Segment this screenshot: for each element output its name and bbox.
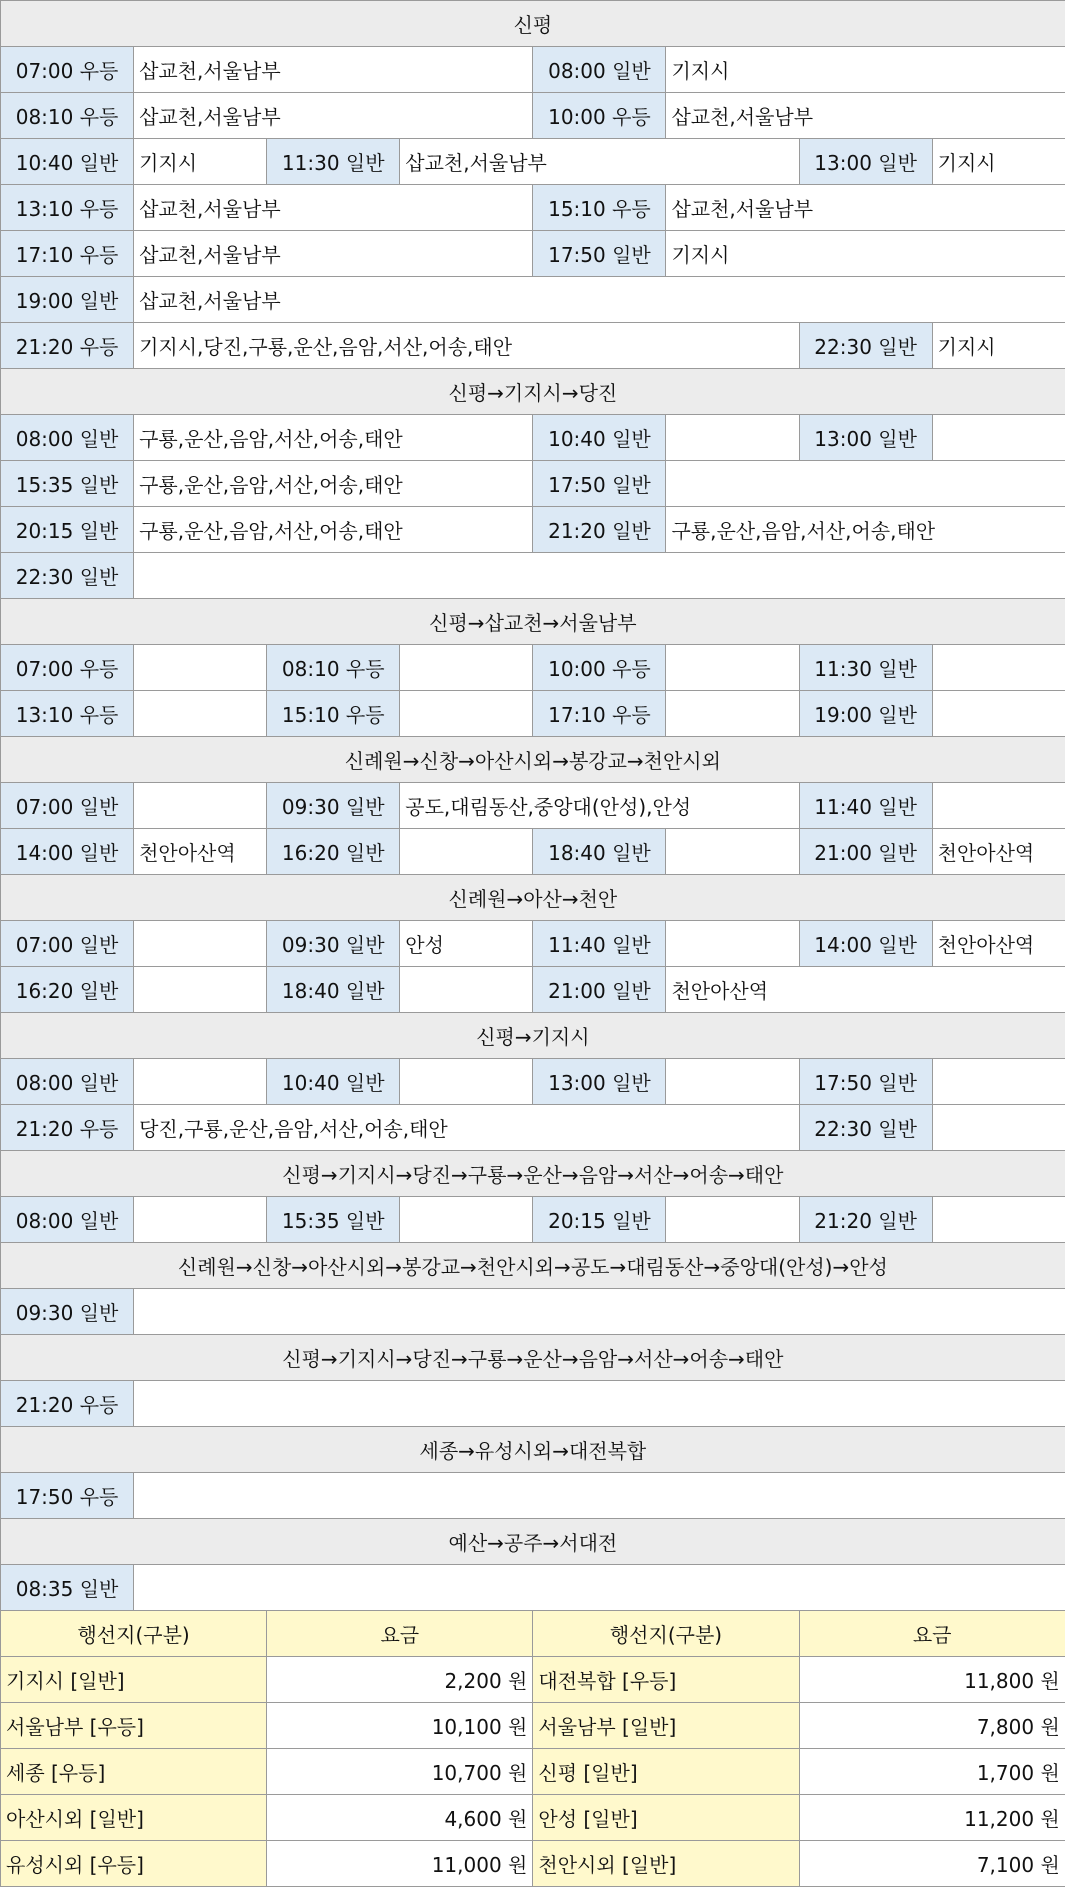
via-stops: 삽교천,서울남부: [134, 93, 533, 139]
section-title: 신평→기지시→당진: [1, 369, 1065, 415]
schedule-row: [1, 553, 1065, 599]
departure-time: 13:00 일반: [799, 139, 932, 185]
fare-destination-header: 행선지(구분): [533, 1611, 799, 1657]
via-stops: [134, 1565, 1065, 1611]
fare-destination: 대전복합 [우등]: [533, 1657, 799, 1703]
via-stops: [134, 1197, 267, 1243]
via-stops: 안성: [400, 921, 533, 967]
via-stops: 구룡,운산,음암,서산,어송,태안: [134, 507, 533, 553]
departure-time: 13:10 우등: [1, 691, 134, 737]
via-stops: [932, 1197, 1065, 1243]
schedule-row: [1, 231, 1065, 277]
schedule-row: [1, 139, 1065, 185]
departure-time: 07:00 우등: [1, 47, 134, 93]
via-stops: [666, 691, 799, 737]
departure-time: 21:00 일반: [799, 829, 932, 875]
fare-destination-header: 행선지(구분): [1, 1611, 267, 1657]
section-title: 신평: [1, 1, 1065, 47]
fare-destination: 기지시 [일반]: [1, 1657, 267, 1703]
via-stops: [134, 1381, 1065, 1427]
via-stops: 기지시: [134, 139, 267, 185]
via-stops: [932, 645, 1065, 691]
schedule-row: [1, 1197, 1065, 1243]
via-stops: 구룡,운산,음암,서산,어송,태안: [134, 461, 533, 507]
via-stops: [932, 783, 1065, 829]
departure-time: 13:00 일반: [799, 415, 932, 461]
via-stops: [134, 921, 267, 967]
schedule-row: [1, 93, 1065, 139]
departure-time: 13:10 우등: [1, 185, 134, 231]
departure-time: 17:10 우등: [533, 691, 666, 737]
section-title: 신평→기지시→당진→구룡→운산→음암→서산→어송→태안: [1, 1335, 1065, 1381]
via-stops: 삽교천,서울남부: [666, 185, 1065, 231]
via-stops: [134, 1289, 1065, 1335]
via-stops: 삽교천,서울남부: [134, 185, 533, 231]
via-stops: 삽교천,서울남부: [666, 93, 1065, 139]
departure-time: 08:10 우등: [267, 645, 400, 691]
departure-time: 21:20 일반: [533, 507, 666, 553]
section-title: 신평→기지시→당진→구룡→운산→음암→서산→어송→태안: [1, 1151, 1065, 1197]
departure-time: 21:00 일반: [533, 967, 666, 1013]
section-title: 예산→공주→서대전: [1, 1519, 1065, 1565]
departure-time: 17:10 우등: [1, 231, 134, 277]
via-stops: 삽교천,서울남부: [134, 277, 1065, 323]
schedule-row: [1, 277, 1065, 323]
fare-destination: 신평 [일반]: [533, 1749, 799, 1795]
schedule-row: [1, 967, 1065, 1013]
departure-time: 20:15 일반: [1, 507, 134, 553]
departure-time: 20:15 일반: [533, 1197, 666, 1243]
departure-time: 09:30 일반: [1, 1289, 134, 1335]
via-stops: [134, 783, 267, 829]
departure-time: 08:00 일반: [533, 47, 666, 93]
departure-time: 10:40 일반: [267, 1059, 400, 1105]
departure-time: 13:00 일반: [533, 1059, 666, 1105]
via-stops: 삽교천,서울남부: [134, 231, 533, 277]
departure-time: 21:20 우등: [1, 1381, 134, 1427]
section-header-row: [1, 737, 1065, 783]
fare-destination: 유성시외 [우등]: [1, 1841, 267, 1887]
departure-time: 11:30 일반: [799, 645, 932, 691]
departure-time: 21:20 우등: [1, 1105, 134, 1151]
section-header-row: [1, 1335, 1065, 1381]
schedule-row: [1, 47, 1065, 93]
section-title: 신례원→신창→아산시외→봉강교→천안시외→공도→대림동산→중앙대(안성)→안성: [1, 1243, 1065, 1289]
section-header-row: [1, 1151, 1065, 1197]
schedule-row: [1, 323, 1065, 369]
via-stops: 천안아산역: [134, 829, 267, 875]
via-stops: [666, 829, 799, 875]
fare-header-row: [1, 1611, 1065, 1657]
section-header-row: [1, 1519, 1065, 1565]
via-stops: 천안아산역: [666, 967, 1065, 1013]
departure-time: 18:40 일반: [267, 967, 400, 1013]
section-title: 신례원→아산→천안: [1, 875, 1065, 921]
via-stops: 당진,구룡,운산,음암,서산,어송,태안: [134, 1105, 799, 1151]
schedule-row: [1, 1473, 1065, 1519]
fare-price: 10,100 원: [267, 1703, 533, 1749]
via-stops: 기지시: [932, 139, 1065, 185]
via-stops: [666, 461, 1065, 507]
schedule-row: [1, 645, 1065, 691]
via-stops: [666, 1197, 799, 1243]
via-stops: 삽교천,서울남부: [400, 139, 799, 185]
via-stops: [134, 1473, 1065, 1519]
section-title: 신례원→신창→아산시외→봉강교→천안시외: [1, 737, 1065, 783]
departure-time: 11:30 일반: [267, 139, 400, 185]
via-stops: [400, 1197, 533, 1243]
via-stops: [932, 1059, 1065, 1105]
schedule-row: [1, 783, 1065, 829]
departure-time: 17:50 일반: [533, 231, 666, 277]
fare-price-header: 요금: [799, 1611, 1065, 1657]
departure-time: 15:10 우등: [267, 691, 400, 737]
departure-time: 17:50 일반: [799, 1059, 932, 1105]
departure-time: 17:50 일반: [533, 461, 666, 507]
departure-time: 07:00 우등: [1, 645, 134, 691]
via-stops: [134, 967, 267, 1013]
section-header-row: [1, 1427, 1065, 1473]
departure-time: 07:00 일반: [1, 921, 134, 967]
fare-price: 7,800 원: [799, 1703, 1065, 1749]
fare-destination: 서울남부 [우등]: [1, 1703, 267, 1749]
via-stops: 공도,대림동산,중앙대(안성),안성: [400, 783, 799, 829]
departure-time: 08:10 우등: [1, 93, 134, 139]
via-stops: 구룡,운산,음암,서산,어송,태안: [666, 507, 1065, 553]
schedule-row: [1, 1565, 1065, 1611]
section-header-row: [1, 599, 1065, 645]
via-stops: [400, 829, 533, 875]
fare-price: 2,200 원: [267, 1657, 533, 1703]
via-stops: 기지시: [932, 323, 1065, 369]
departure-time: 10:00 우등: [533, 645, 666, 691]
timetable-body: [1, 1, 1065, 1887]
via-stops: 구룡,운산,음암,서산,어송,태안: [134, 415, 533, 461]
fare-destination: 천안시외 [일반]: [533, 1841, 799, 1887]
via-stops: 기지시,당진,구룡,운산,음암,서산,어송,태안: [134, 323, 799, 369]
via-stops: [666, 1059, 799, 1105]
departure-time: 19:00 일반: [1, 277, 134, 323]
departure-time: 08:00 일반: [1, 415, 134, 461]
via-stops: [400, 691, 533, 737]
schedule-row: [1, 691, 1065, 737]
fare-row: [1, 1749, 1065, 1795]
departure-time: 08:00 일반: [1, 1197, 134, 1243]
via-stops: 삽교천,서울남부: [134, 47, 533, 93]
via-stops: [134, 691, 267, 737]
via-stops: [400, 1059, 533, 1105]
fare-price: 4,600 원: [267, 1795, 533, 1841]
departure-time: 07:00 일반: [1, 783, 134, 829]
fare-destination: 아산시외 [일반]: [1, 1795, 267, 1841]
schedule-row: [1, 1059, 1065, 1105]
fare-price-header: 요금: [267, 1611, 533, 1657]
via-stops: [400, 645, 533, 691]
schedule-row: [1, 461, 1065, 507]
departure-time: 22:30 일반: [799, 323, 932, 369]
fare-row: [1, 1703, 1065, 1749]
fare-row: [1, 1841, 1065, 1887]
departure-time: 19:00 일반: [799, 691, 932, 737]
schedule-row: [1, 1105, 1065, 1151]
departure-time: 08:00 일반: [1, 1059, 134, 1105]
fare-price: 11,800 원: [799, 1657, 1065, 1703]
via-stops: [932, 691, 1065, 737]
section-header-row: [1, 1, 1065, 47]
via-stops: 천안아산역: [932, 829, 1065, 875]
schedule-row: [1, 1289, 1065, 1335]
departure-time: 10:40 일반: [533, 415, 666, 461]
departure-time: 16:20 일반: [267, 829, 400, 875]
departure-time: 15:35 일반: [1, 461, 134, 507]
departure-time: 10:00 우등: [533, 93, 666, 139]
departure-time: 09:30 일반: [267, 783, 400, 829]
section-header-row: [1, 1013, 1065, 1059]
section-header-row: [1, 369, 1065, 415]
departure-time: 15:35 일반: [267, 1197, 400, 1243]
via-stops: [134, 553, 1065, 599]
via-stops: [932, 415, 1065, 461]
fare-row: [1, 1657, 1065, 1703]
departure-time: 22:30 일반: [799, 1105, 932, 1151]
section-header-row: [1, 1243, 1065, 1289]
schedule-row: [1, 829, 1065, 875]
fare-price: 11,000 원: [267, 1841, 533, 1887]
departure-time: 17:50 우등: [1, 1473, 134, 1519]
departure-time: 18:40 일반: [533, 829, 666, 875]
departure-time: 08:35 일반: [1, 1565, 134, 1611]
departure-time: 15:10 우등: [533, 185, 666, 231]
via-stops: [666, 921, 799, 967]
departure-time: 14:00 일반: [1, 829, 134, 875]
departure-time: 11:40 일반: [799, 783, 932, 829]
section-title: 세종→유성시외→대전복합: [1, 1427, 1065, 1473]
via-stops: [134, 645, 267, 691]
departure-time: 22:30 일반: [1, 553, 134, 599]
via-stops: 기지시: [666, 231, 1065, 277]
departure-time: 10:40 일반: [1, 139, 134, 185]
via-stops: 기지시: [666, 47, 1065, 93]
via-stops: [400, 967, 533, 1013]
schedule-row: [1, 185, 1065, 231]
section-header-row: [1, 875, 1065, 921]
fare-price: 7,100 원: [799, 1841, 1065, 1887]
fare-row: [1, 1795, 1065, 1841]
fare-price: 11,200 원: [799, 1795, 1065, 1841]
via-stops: [666, 645, 799, 691]
via-stops: [134, 1059, 267, 1105]
schedule-row: [1, 921, 1065, 967]
departure-time: 16:20 일반: [1, 967, 134, 1013]
fare-price: 10,700 원: [267, 1749, 533, 1795]
via-stops: 천안아산역: [932, 921, 1065, 967]
section-title: 신평→기지시: [1, 1013, 1065, 1059]
schedule-row: [1, 1381, 1065, 1427]
fare-destination: 서울남부 [일반]: [533, 1703, 799, 1749]
via-stops: [932, 1105, 1065, 1151]
fare-price: 1,700 원: [799, 1749, 1065, 1795]
fare-destination: 안성 [일반]: [533, 1795, 799, 1841]
departure-time: 21:20 일반: [799, 1197, 932, 1243]
departure-time: 11:40 일반: [533, 921, 666, 967]
schedule-row: [1, 415, 1065, 461]
departure-time: 14:00 일반: [799, 921, 932, 967]
schedule-row: [1, 507, 1065, 553]
departure-time: 21:20 우등: [1, 323, 134, 369]
section-title: 신평→삽교천→서울남부: [1, 599, 1065, 645]
departure-time: 09:30 일반: [267, 921, 400, 967]
fare-destination: 세종 [우등]: [1, 1749, 267, 1795]
via-stops: [666, 415, 799, 461]
